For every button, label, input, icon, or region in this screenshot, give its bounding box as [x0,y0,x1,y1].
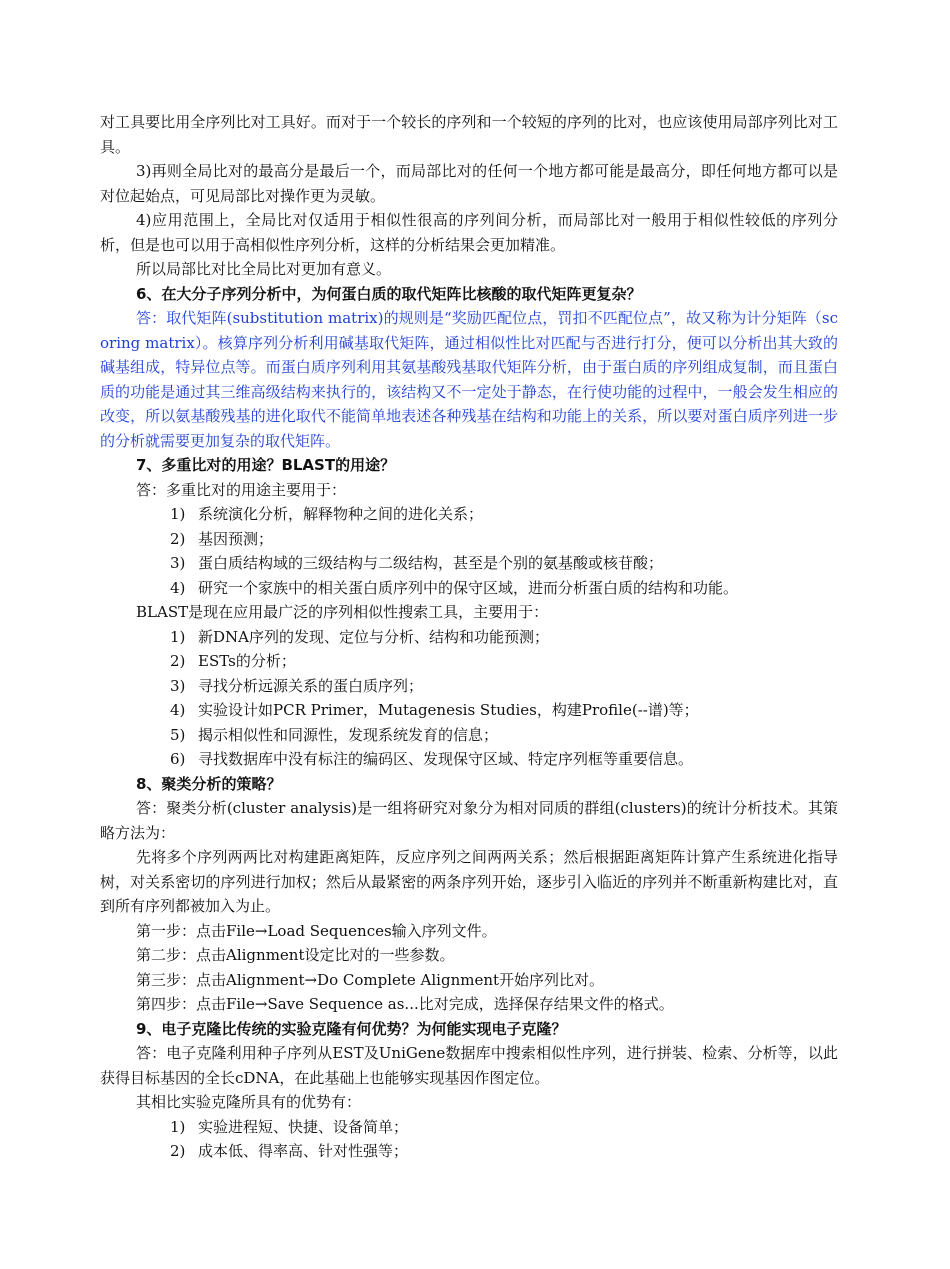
paragraph-point-3: 3)再则全局比对的最高分是最后一个，而局部比对的任何一个地方都可能是最高分，即任何地方都可以是对位起始点，可见局部比对操作更为灵敏。 [100,162,838,205]
document-page [100,110,838,1164]
question-6-heading: 6、在大分子序列分析中，为何蛋白质的取代矩阵比核酸的取代矩阵更复杂？ [136,284,642,303]
question-8-strategy: 先将多个序列两两比对构建距离矩阵，反应序列之间两两关系；然后根据距离矩阵计算产生系统进化指导树，对关系密切的序列进行加权；然后从最紧密的两条序列开始，逐步引入临近的序列并不断重新构建比对，直到所有序列都被加入为止。 [100,848,838,915]
list-item: 1) 系统演化分析，解释物种之间的进化关系； [170,505,484,523]
step-3: 第三步：点击Alignment→Do Complete Alignment开始序列比对。 [136,970,605,989]
list-item: 4) 研究一个家族中的相关蛋白质序列中的保守区域，进而分析蛋白质的结构和功能。 [170,578,739,597]
question-7-intro: 答：多重比对的用途主要用于： [136,480,347,499]
list-item: 6) 寻找数据库中没有标注的编码区、发现保守区域、特定序列框等重要信息。 [170,750,694,768]
list-item: 1) 新DNA序列的发现、定位与分析、结构和功能预测； [170,627,549,646]
step-1: 第一步：点击File→Load Sequences输入序列文件。 [136,921,497,940]
multiple-alignment-uses-list [100,502,838,600]
paragraph-conclusion: 所以局部比对比全局比对更加有意义。 [136,260,392,278]
step-2: 第二步：点击Alignment设定比对的一些参数。 [136,946,455,964]
blast-intro: BLAST是现在应用最广泛的序列相似性搜索工具，主要用于： [136,603,549,621]
question-9-answer: 答：电子克隆利用种子序列从EST及UniGene数据库中搜索相似性序列，进行拼装、检索、分析等，以此获得目标基因的全长cDNA，在此基础上也能够实现基因作图定位。 [100,1044,838,1087]
list-item: 2) 成本低、得率高、针对性强等； [170,1142,409,1160]
question-8-answer: 答：聚类分析(cluster analysis)是一组将研究对象分为相对同质的群组(clusters)的统计分析技术。其策略方法为： [100,799,838,842]
question-9-advantages-intro: 其相比实验克隆所具有的优势有： [136,1093,362,1111]
list-item: 3) 蛋白质结构域的三级结构与二级结构，甚至是个别的氨基酸或核苷酸； [170,554,664,572]
list-item: 1) 实验进程短、快捷、设备简单； [170,1117,409,1136]
question-6-answer: 答：取代矩阵(substitution matrix)的规则是“奖励匹配位点，罚扣不匹配位点”，故又称为计分矩阵（scoring matrix）。核算序列分析利用碱基取代矩阵，通过相似性比对匹配与否进行打分，便可以分析出其大致的碱基组成，特异位点等。而蛋白质序列利用其氨基酸残基取代矩阵分析，由于蛋白质的序列组成复制，而且蛋白质的功能是通过其三维高级结构来执行的，该结构又不一定处于静态，在行使功能的过程中，一般会发生相应的改变，所以氨基酸残基的进化取代不能简单地表述各种残基在结构和功能上的关系，所以要对蛋白质序列进一步的分析就需要更加复杂的取代矩阵。 [100,309,838,450]
step-4: 第四步：点击File→Save Sequence as...比对完成，选择保存结果文件的格式。 [136,995,674,1013]
list-item: 4) 实验设计如PCR Primer，Mutagenesis Studies，构建Profile(--谱)等； [170,701,699,719]
list-item: 2) 基因预测； [170,529,274,548]
advantages-list [100,1115,838,1164]
question-9-heading: 9、电子克隆比传统的实验克隆有何优势？为何能实现电子克隆？ [136,1019,567,1038]
paragraph-continuation: 对工具要比用全序列比对工具好。而对于一个较长的序列和一个较短的序列的比对，也应该使用局部序列比对工具。 [100,113,838,156]
question-8-heading: 8、聚类分析的策略？ [136,774,282,793]
blast-uses-list [100,625,838,772]
list-item: 3) 寻找分析远源关系的蛋白质序列； [170,676,424,695]
paragraph-point-4: 4)应用范围上，全局比对仅适用于相似性很高的序列间分析，而局部比对一般用于相似性较低的序列分析，但是也可以用于高相似性序列分析，这样的分析结果会更加精准。 [100,211,838,254]
question-7-heading: 7、多重比对的用途？BLAST的用途？ [136,456,396,474]
list-item: 2) ESTs的分析； [170,652,296,670]
list-item: 5) 揭示相似性和同源性，发现系统发育的信息； [170,725,499,744]
